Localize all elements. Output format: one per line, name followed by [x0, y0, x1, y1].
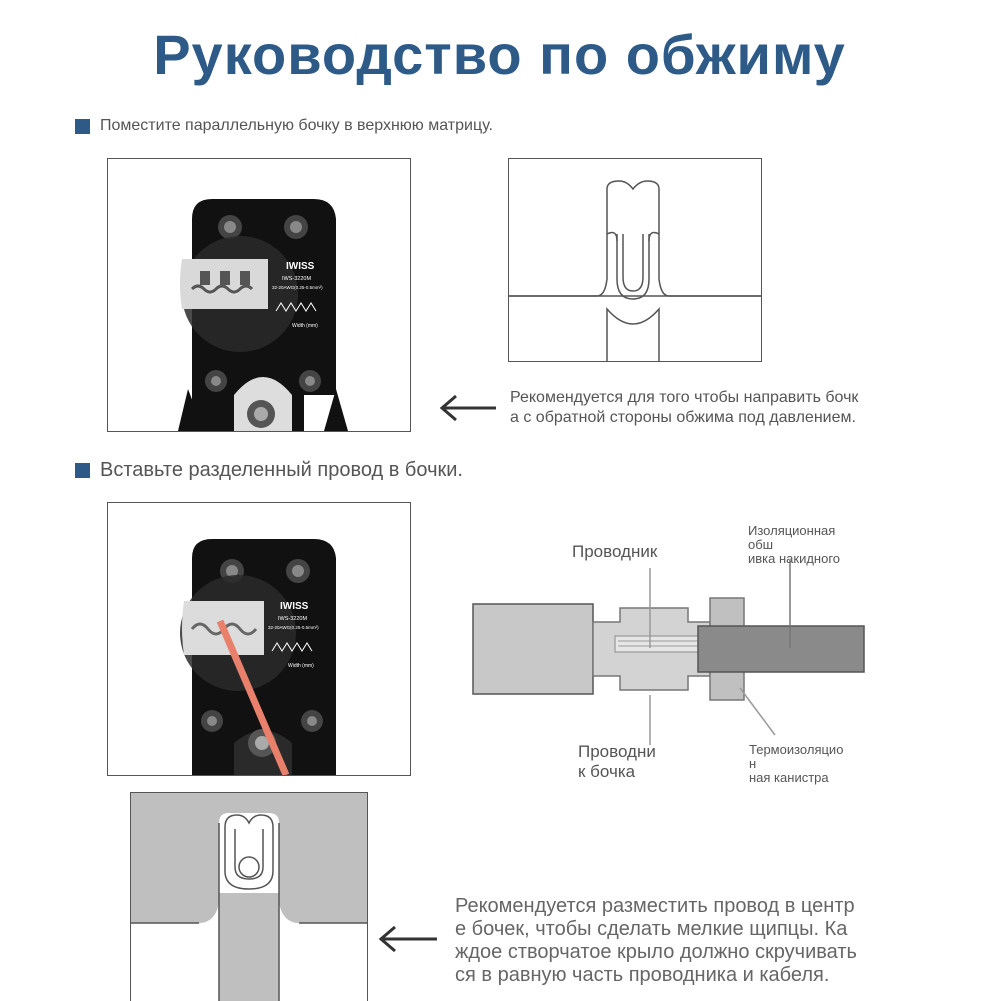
crimper-photo-2-graphic	[108, 503, 410, 775]
note-1-line-2: а с обратной стороны обжима под давлением.	[510, 409, 856, 426]
page-title: Руководство по обжиму	[153, 23, 846, 86]
step-2-text: Вставьте разделенный провод в бочки.	[100, 459, 463, 481]
square-bullet-icon	[75, 463, 90, 478]
note-1	[510, 388, 930, 428]
tool-brand: IWISS	[286, 261, 315, 272]
tool-spec: 32-20AWG(0.25-0.5mm²)	[272, 285, 323, 290]
step-1	[75, 117, 493, 135]
tool-width-label: Width (mm)	[292, 323, 318, 329]
label-conductor-barrel: Проводни к бочка	[578, 742, 656, 781]
crimper-photo-1-graphic	[108, 159, 410, 431]
step-2	[75, 459, 463, 482]
tool-spec-2: 32-20AWG(0.25-0.5mm²)	[268, 625, 319, 630]
label-conductor: Проводник	[572, 542, 658, 561]
barrel-die-diagram-graphic	[509, 159, 761, 361]
label-heat-shrink: Термоизоляцио н ная канистра	[749, 742, 844, 785]
tool-model-2: IWS-3220M	[278, 616, 308, 622]
wire-barrel-diagram	[130, 792, 368, 1001]
tool-brand-2: IWISS	[280, 601, 309, 612]
arrow-left-icon	[375, 924, 439, 959]
barrel-die-diagram	[508, 158, 762, 362]
label-insulation: Изоляционная обш ивка накидного	[748, 523, 841, 566]
note-2-line-3: ждое створчатое крыло должно скручивать	[455, 941, 857, 963]
arrow-left-icon	[436, 393, 498, 428]
step-1-text: Поместите параллельную бочку в верхнюю матрицу.	[100, 117, 493, 134]
tool-model: IWS-3220M	[282, 276, 312, 282]
note-1-line-1: Рекомендуется для того чтобы направить бочк	[510, 389, 859, 406]
note-2	[455, 895, 925, 987]
note-2-line-2: е бочек, чтобы сделать мелкие щипцы. Ка	[455, 918, 848, 940]
wire-barrel-diagram-graphic	[131, 793, 367, 1001]
square-bullet-icon	[75, 119, 90, 134]
tool-width-label-2: Width (mm)	[288, 663, 314, 669]
note-2-line-1: Рекомендуется разместить провод в центр	[455, 895, 855, 917]
crimper-photo-2	[107, 502, 411, 776]
note-2-line-4: ся в равную часть проводника и кабеля.	[455, 964, 830, 986]
crimper-photo-1	[107, 158, 411, 432]
